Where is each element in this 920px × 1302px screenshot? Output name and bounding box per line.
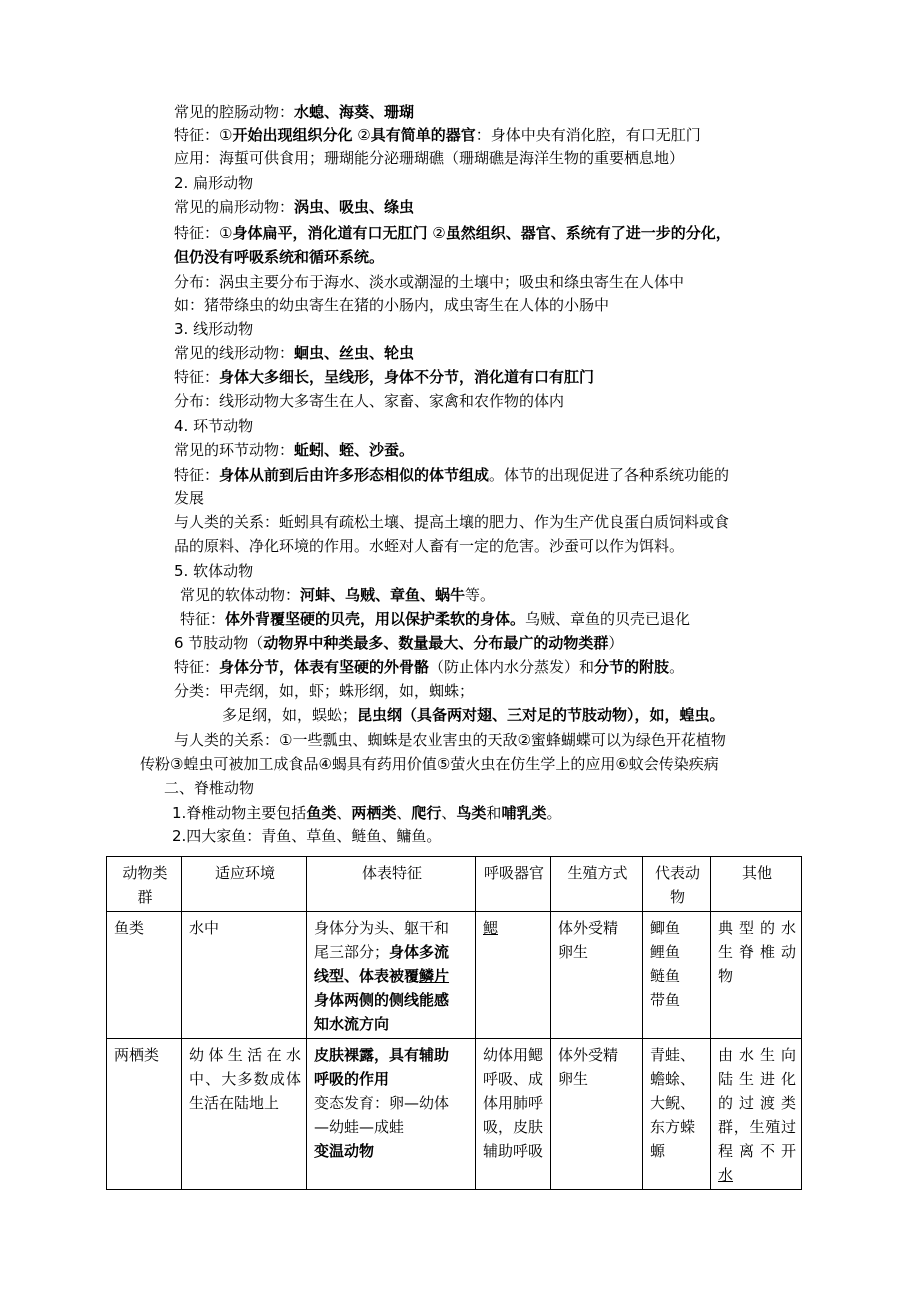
cell-text: 鳞片 xyxy=(419,967,450,985)
cell-line xyxy=(483,1115,545,1139)
text-span: 1.脊椎动物主要包括 xyxy=(172,804,307,822)
bold-text: 河蚌、乌贼、章鱼、蜗牛 xyxy=(300,586,466,604)
cell-text: 群，生殖过 xyxy=(718,1118,796,1136)
bold-text: 身体大多细长，呈线形，身体不分节，消化道有口有肛门 xyxy=(219,368,595,386)
text-span: 、 xyxy=(396,804,412,822)
table-header-cell xyxy=(107,857,182,912)
cell-text: 中、大多数成体 xyxy=(189,1070,301,1088)
header-text: 物 xyxy=(669,888,685,906)
table-cell xyxy=(307,1039,476,1190)
text-span: 和 xyxy=(486,804,502,822)
text-span: 常见的环节动物： xyxy=(174,441,295,459)
cell-text: 鲢鱼 xyxy=(650,967,681,985)
vertebrate-comparison-table xyxy=(106,856,802,1190)
cell-line xyxy=(650,1067,705,1091)
cell-text: 鲤鱼 xyxy=(650,943,681,961)
text-span: 常见的腔肠动物： xyxy=(174,103,295,121)
cell-text: —幼蛙—成蛙 xyxy=(314,1118,405,1136)
text-line xyxy=(174,341,414,365)
text-span: （防止体内水分蒸发）和 xyxy=(429,658,595,676)
cell-line xyxy=(718,1139,796,1163)
cell-line xyxy=(718,1067,796,1091)
text-line xyxy=(174,534,684,558)
cell-line xyxy=(650,1115,705,1139)
text-span: ② xyxy=(427,224,446,242)
cell-line xyxy=(650,940,705,964)
cell-text: 吸，皮肤 xyxy=(483,1118,544,1136)
text-line xyxy=(174,389,564,413)
cell-line xyxy=(650,964,705,988)
text-span: 特征：① xyxy=(174,126,233,144)
cell-line xyxy=(558,916,637,940)
cell-line xyxy=(114,1043,176,1067)
text-line xyxy=(174,486,204,510)
cell-line xyxy=(718,1115,796,1139)
text-span: 二、脊椎动物 xyxy=(164,779,255,797)
cell-line xyxy=(314,1115,470,1139)
cell-text: 东方蝾 xyxy=(650,1118,696,1136)
text-line xyxy=(174,317,253,341)
cell-line xyxy=(650,1043,705,1067)
cell-line xyxy=(314,1091,470,1115)
cell-line xyxy=(314,1012,470,1036)
bold-text: 身体扁平，消化道有口无肛门 xyxy=(232,224,428,242)
table-cell xyxy=(643,912,711,1039)
cell-text: 陆 生 进 化 xyxy=(718,1070,796,1088)
table-row xyxy=(107,912,802,1039)
cell-line xyxy=(483,1091,545,1115)
cell-text: 卵生 xyxy=(558,1070,589,1088)
text-line xyxy=(174,655,684,679)
text-line xyxy=(174,100,414,124)
text-span: 多足纲，如，蜈蚣； xyxy=(222,706,358,724)
text-line xyxy=(174,438,414,462)
cell-text: 知水流方向 xyxy=(314,1015,390,1033)
text-span: 。体节的出现促进了各种系统功能的 xyxy=(489,466,730,484)
cell-line xyxy=(314,988,470,1012)
cell-line xyxy=(314,1139,470,1163)
cell-text: 大鲵、 xyxy=(650,1094,696,1112)
cell-line xyxy=(189,916,301,940)
table-cell xyxy=(476,912,551,1039)
bold-text: 具有简单的器官 xyxy=(370,126,476,144)
text-span: 如：猪带绦虫的幼虫寄生在猪的小肠内，成虫寄生在人体的小肠中 xyxy=(174,296,610,314)
text-span: 。 xyxy=(669,658,685,676)
cell-text: 呼吸、成 xyxy=(483,1070,544,1088)
table-header-cell xyxy=(643,857,711,912)
cell-line xyxy=(718,964,796,988)
cell-line xyxy=(718,1043,796,1067)
text-span: 特征： xyxy=(174,466,220,484)
cell-text: 鳃 xyxy=(483,919,499,937)
table-header-row xyxy=(107,857,802,912)
cell-text: 典 型 的 水 xyxy=(718,919,796,937)
cell-text: 呼吸的作用 xyxy=(314,1070,390,1088)
text-span: 发展 xyxy=(174,489,205,507)
text-line xyxy=(140,752,719,776)
text-line xyxy=(174,679,474,703)
cell-text: 物 xyxy=(718,967,734,985)
cell-text: 鲫鱼 xyxy=(650,919,681,937)
text-line xyxy=(174,414,253,438)
table-header-cell xyxy=(476,857,551,912)
text-span: 4. 环节动物 xyxy=(174,417,254,435)
bold-text: 蛔虫、丝虫、轮虫 xyxy=(294,344,415,362)
text-span: 常见的扁形动物： xyxy=(174,198,295,216)
table-cell xyxy=(551,912,643,1039)
cell-line xyxy=(718,940,796,964)
cell-line xyxy=(314,964,470,988)
header-text: 代表动 xyxy=(654,864,700,882)
cell-line xyxy=(314,1067,470,1091)
text-span: 、 xyxy=(336,804,352,822)
text-span: 特征： xyxy=(180,610,226,628)
text-span: 常见的软体动物： xyxy=(180,586,301,604)
text-line xyxy=(174,728,726,752)
cell-text: 幼体用鳃 xyxy=(483,1046,544,1064)
bold-text: 昆虫纲（具备两对翅、三对足的节肢动物），如，蝗虫。 xyxy=(357,706,725,724)
table-cell xyxy=(476,1039,551,1190)
text-span: ：身体中央有消化腔，有口无肛门 xyxy=(475,126,701,144)
cell-text: 的 过 渡 类 xyxy=(718,1094,796,1112)
text-line xyxy=(174,365,594,389)
text-line xyxy=(222,703,725,727)
bold-text: 身体分节，体表有坚硬的外骨骼 xyxy=(219,658,430,676)
header-text: 适应环境 xyxy=(214,864,275,882)
text-line xyxy=(180,583,495,607)
text-line xyxy=(164,776,254,800)
table-cell xyxy=(643,1039,711,1190)
text-span: 、 xyxy=(441,804,457,822)
bold-text: 鱼类 xyxy=(306,804,337,822)
table-cell xyxy=(307,912,476,1039)
header-text: 体表特征 xyxy=(361,864,422,882)
text-span: 5. 软体动物 xyxy=(174,562,254,580)
cell-text: 生活在陆地上 xyxy=(189,1094,280,1112)
cell-text: 辅助呼吸 xyxy=(483,1142,544,1160)
text-span: 2.四大家鱼：青鱼、草鱼、鲢鱼、鳙鱼。 xyxy=(172,827,442,845)
cell-text: 水中 xyxy=(189,919,220,937)
text-span: 等。 xyxy=(465,586,496,604)
text-line xyxy=(172,824,441,848)
cell-text: 身体分为头、躯干和 xyxy=(314,919,450,937)
text-span: 应用：海蜇可供食用；珊瑚能分泌珊瑚礁（珊瑚礁是海洋生物的重要栖息地） xyxy=(174,149,685,167)
text-span: 6 节肢动物（ xyxy=(174,634,264,652)
table-header-cell xyxy=(711,857,802,912)
cell-line xyxy=(718,1091,796,1115)
cell-text: 两栖类 xyxy=(114,1046,160,1064)
text-line xyxy=(174,631,623,655)
cell-text: 螈 xyxy=(650,1142,666,1160)
cell-text: 皮肤裸露，具有辅助 xyxy=(314,1046,450,1064)
cell-text: 身体多流 xyxy=(389,943,450,961)
text-line xyxy=(174,463,729,487)
text-line xyxy=(174,146,684,170)
cell-text: 线型、体表被覆 xyxy=(314,967,420,985)
text-line xyxy=(174,123,701,147)
cell-line xyxy=(483,916,545,940)
cell-text: 水 xyxy=(718,1166,734,1184)
cell-line xyxy=(558,1067,637,1091)
cell-line xyxy=(718,1163,796,1187)
text-span: 传粉③蝗虫可被加工成食品④蝎具有药用价值⑤萤火虫在仿生学上的应用⑥蚊会传染疾病 xyxy=(140,755,719,773)
text-line xyxy=(174,293,609,317)
cell-line xyxy=(189,1067,301,1091)
bold-text: 分节的附肢 xyxy=(594,658,670,676)
text-span: 分布：线形动物大多寄生在人、家畜、家禽和农作物的体内 xyxy=(174,392,565,410)
bold-text: 开始出现组织分化 xyxy=(232,126,353,144)
text-line xyxy=(174,245,384,269)
cell-text: 蟾蜍、 xyxy=(650,1070,696,1088)
text-line xyxy=(174,221,731,245)
table-cell xyxy=(711,1039,802,1190)
cell-text: 带鱼 xyxy=(650,991,681,1009)
cell-text: 程 离 不 开 xyxy=(718,1142,796,1160)
text-line xyxy=(174,195,414,219)
table-cell xyxy=(182,912,307,1039)
text-line xyxy=(174,171,253,195)
bold-text: 动物界中种类最多、数量最大、分布最广的动物类群 xyxy=(263,634,609,652)
header-text: 其他 xyxy=(741,864,772,882)
cell-text: 卵生 xyxy=(558,943,589,961)
bold-text: 涡虫、吸虫、绦虫 xyxy=(294,198,415,216)
table-header-cell xyxy=(182,857,307,912)
cell-line xyxy=(718,916,796,940)
cell-text: 变温动物 xyxy=(314,1142,375,1160)
text-span: 特征：① xyxy=(174,224,233,242)
table-header-cell xyxy=(307,857,476,912)
cell-line xyxy=(189,1043,301,1067)
table-header-cell xyxy=(551,857,643,912)
text-span: 分类：甲壳纲，如，虾；蛛形纲，如，蜘蛛； xyxy=(174,682,475,700)
cell-line xyxy=(650,1139,705,1163)
bold-text: 哺乳类 xyxy=(501,804,547,822)
text-line xyxy=(174,270,684,294)
text-line xyxy=(174,510,729,534)
table-row xyxy=(107,1039,802,1190)
cell-text: 幼体生活在水 xyxy=(189,1046,301,1064)
header-text: 呼吸器官 xyxy=(483,864,544,882)
cell-line xyxy=(558,1043,637,1067)
text-span: 常见的线形动物： xyxy=(174,344,295,362)
cell-line xyxy=(650,988,705,1012)
cell-text: 体外受精 xyxy=(558,919,619,937)
cell-line xyxy=(314,1043,470,1067)
cell-line xyxy=(189,1091,301,1115)
cell-line xyxy=(483,1067,545,1091)
bold-text: 虽然组织、器官、系统有了进一步的分化， xyxy=(445,224,731,242)
table-cell xyxy=(182,1039,307,1190)
text-span: 品的原料、净化环境的作用。水蛭对人畜有一定的危害。沙蚕可以作为饵料。 xyxy=(174,537,685,555)
text-span: 特征： xyxy=(174,368,220,386)
text-span: ② xyxy=(352,126,371,144)
cell-line xyxy=(114,916,176,940)
cell-text: 鱼类 xyxy=(114,919,145,937)
text-span: 分布：涡虫主要分布于海水、淡水或潮湿的土壤中；吸虫和绦虫寄生在人体中 xyxy=(174,273,685,291)
cell-line xyxy=(650,1091,705,1115)
bold-text: 鸟类 xyxy=(456,804,487,822)
cell-line xyxy=(483,1139,545,1163)
header-text: 群 xyxy=(137,888,153,906)
cell-text: 变态发育：卵—幼体 xyxy=(314,1094,450,1112)
text-span: 3. 线形动物 xyxy=(174,320,254,338)
text-span: 2. 扁形动物 xyxy=(174,174,254,192)
cell-text: 由 水 生 向 xyxy=(718,1046,796,1064)
text-line xyxy=(174,559,253,583)
text-span: 与人类的关系：蚯蚓具有疏松土壤、提高土壤的肥力、作为生产优良蛋白质饲料或食 xyxy=(174,513,730,531)
text-span: 。 xyxy=(546,804,562,822)
text-span: 特征： xyxy=(174,658,220,676)
table-cell xyxy=(711,912,802,1039)
bold-text: 爬行 xyxy=(411,804,442,822)
bold-text: 体外背覆坚硬的贝壳，用以保护柔软的身体。 xyxy=(225,610,526,628)
header-text: 生殖方式 xyxy=(567,864,628,882)
bold-text: 但仍没有呼吸系统和循环系统。 xyxy=(174,248,385,266)
cell-line xyxy=(314,940,470,964)
cell-line xyxy=(314,916,470,940)
table-cell xyxy=(551,1039,643,1190)
bold-text: 水螅、海葵、珊瑚 xyxy=(294,103,415,121)
cell-text: 生 脊 椎 动 xyxy=(718,943,796,961)
text-line xyxy=(180,607,690,631)
text-line xyxy=(172,801,561,825)
text-span: 与人类的关系：①一些瓢虫、蜘蛛是农业害虫的天敌②蜜蜂蝴蝶可以为绿色开花植物 xyxy=(174,731,726,749)
cell-line xyxy=(650,916,705,940)
cell-line xyxy=(558,940,637,964)
cell-text: 体用肺呼 xyxy=(483,1094,544,1112)
cell-text: 青蛙、 xyxy=(650,1046,696,1064)
header-text: 动物类 xyxy=(122,864,168,882)
text-span: ） xyxy=(608,634,624,652)
bold-text: 两栖类 xyxy=(351,804,397,822)
text-span: 乌贼、章鱼的贝壳已退化 xyxy=(525,610,691,628)
table-cell xyxy=(107,1039,182,1190)
cell-text: 尾三部分； xyxy=(314,943,390,961)
bold-text: 身体从前到后由许多形态相似的体节组成 xyxy=(219,466,490,484)
cell-line xyxy=(483,1043,545,1067)
table-cell xyxy=(107,912,182,1039)
cell-text: 体外受精 xyxy=(558,1046,619,1064)
cell-text: 身体两侧的侧线能感 xyxy=(314,991,450,1009)
bold-text: 蚯蚓、蛭、沙蚕。 xyxy=(294,441,415,459)
